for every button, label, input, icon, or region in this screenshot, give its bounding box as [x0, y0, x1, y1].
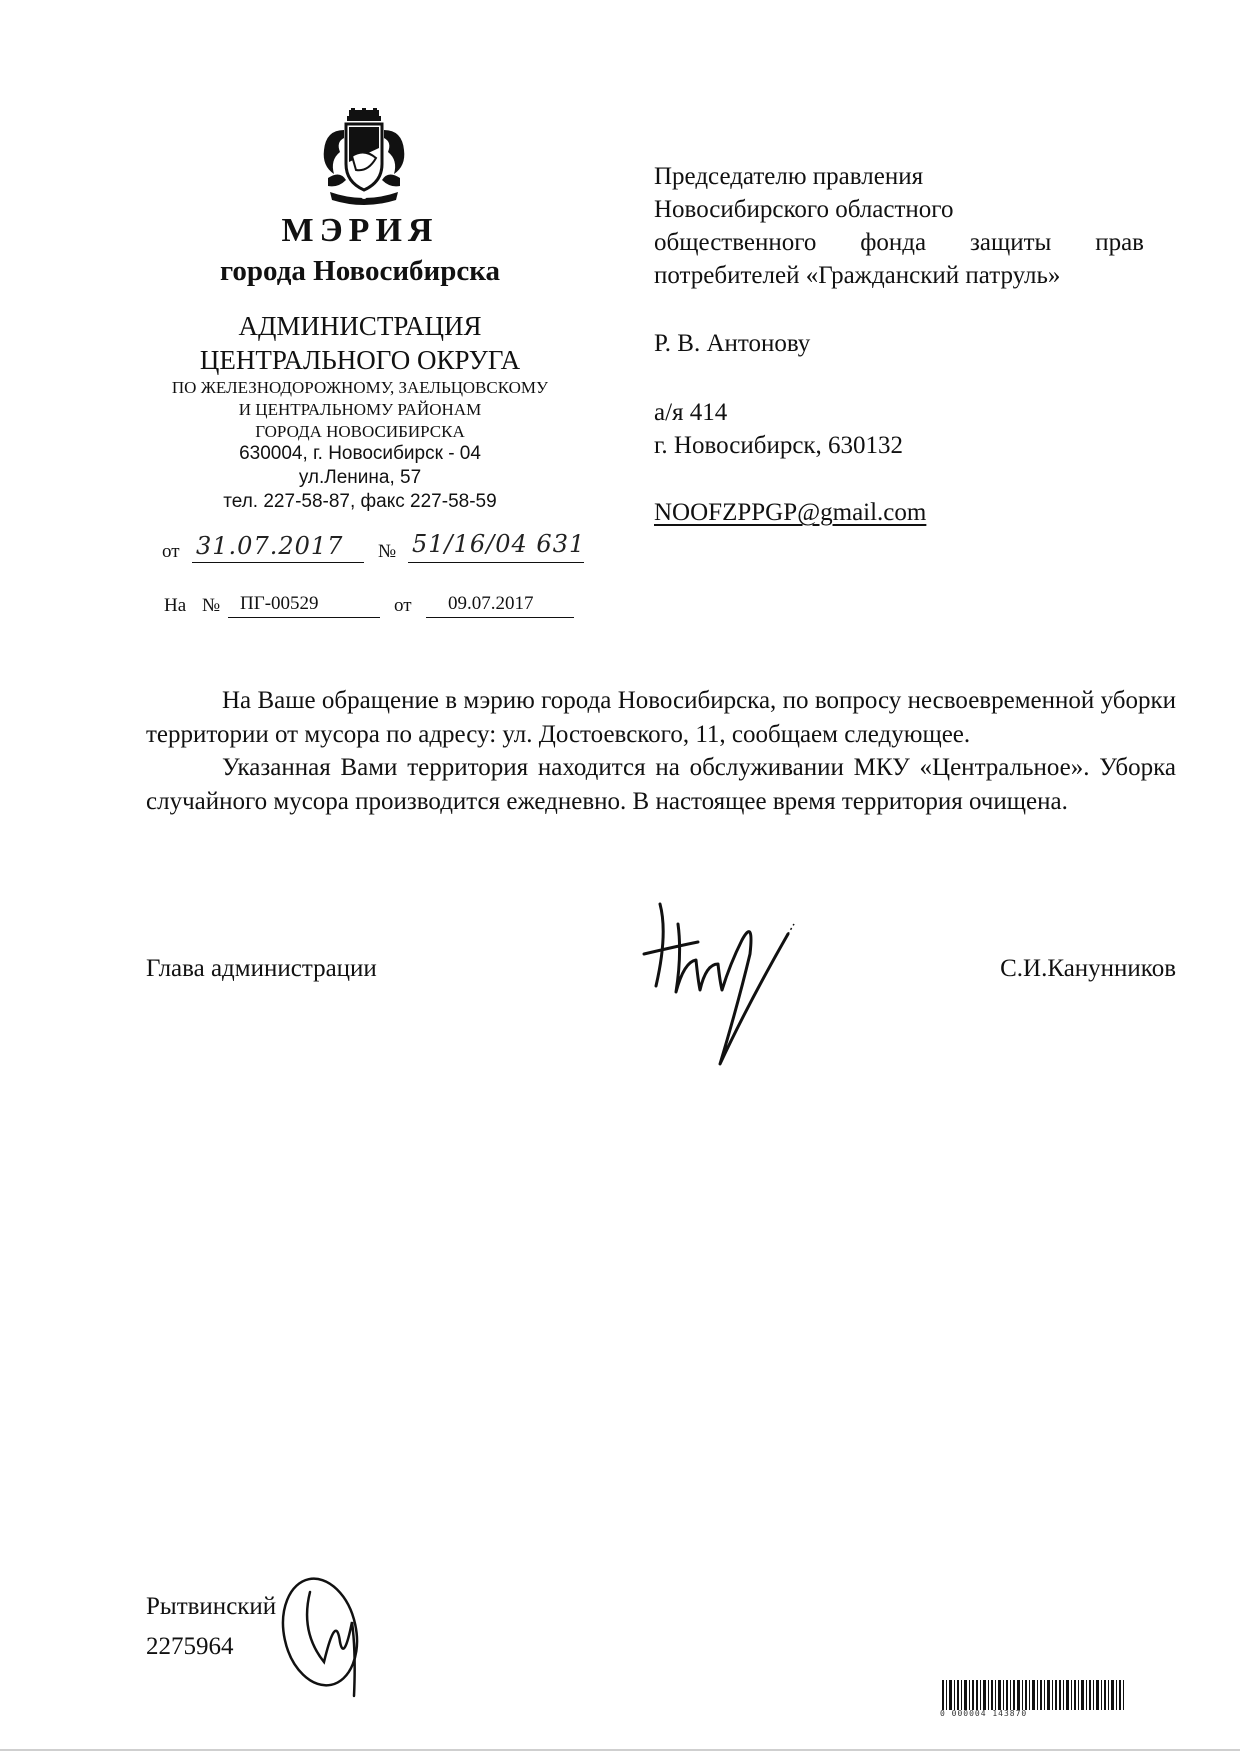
executor-name: Рытвинский [146, 1593, 277, 1620]
postal-address: 630004, г. Новосибирск - 04 [239, 443, 481, 464]
na-label: На [164, 595, 187, 616]
signatory-position: Глава администрации [146, 955, 377, 982]
outgoing-date: 31.07.2017 [196, 532, 344, 560]
letter-body [146, 684, 1176, 818]
incoming-date: 09.07.2017 [448, 593, 534, 614]
signatory-name: С.И.Канунников [1000, 955, 1176, 982]
mayor-title: МЭРИЯ [281, 212, 439, 249]
addressee-city: г. Новосибирск, 630132 [654, 432, 904, 459]
districts-line: ПО ЖЕЛЕЗНОДОРОЖНОМУ, ЗАЕЛЬЦОВСКОМУ [171, 378, 549, 397]
addressee-line: потребителей «Гражданский патруль» [654, 262, 1061, 289]
from-label: от [162, 541, 180, 562]
barcode-number: 0 000004 143870 [940, 1709, 1028, 1718]
addressee-line: Новосибирского областного [654, 196, 954, 223]
number-label: № [202, 595, 221, 616]
executor-phone: 2275964 [146, 1633, 234, 1660]
street-address: ул.Ленина, 57 [298, 467, 422, 488]
incoming-number: ПГ-00529 [240, 593, 319, 614]
incoming-date-underline [426, 617, 574, 618]
districts-line: ГОРОДА НОВОСИБИРСКА [255, 422, 465, 441]
addressee-line: Председателю правления [654, 163, 924, 190]
city-coat-of-arms-icon [316, 108, 412, 212]
executor-signature [280, 1572, 390, 1702]
po-box: а/я 414 [654, 399, 728, 426]
body-paragraph: Указанная Вами территория находится на обслуживании МКУ «Центральное». Уборка случайного мусора производится ежедневно. В настоящее время территория очищена. [146, 754, 1176, 815]
addressee-block [654, 160, 1144, 292]
handwritten-signature [638, 894, 818, 1074]
number-underline [408, 562, 584, 563]
barcode [940, 1680, 1126, 1710]
addressee-name: Р. В. Антонову [654, 330, 811, 357]
number-label: № [378, 541, 397, 562]
addressee-line: общественного фонда защиты прав [654, 229, 1144, 256]
from-label: от [394, 595, 412, 616]
district-title: ЦЕНТРАЛЬНОГО ОКРУГА [199, 345, 521, 375]
phone-fax: тел. 227-58-87, факс 227-58-59 [223, 491, 497, 512]
administration-title: АДМИНИСТРАЦИЯ [238, 311, 482, 341]
date-underline [192, 562, 364, 563]
body-paragraph: На Ваше обращение в мэрию города Новосибирска, по вопросу несвоевременной уборки территории от мусора по адресу: ул. Достоевского, 11, сообщаем следующее. [146, 687, 1176, 748]
incoming-number-underline [228, 617, 380, 618]
addressee-email: NOOFZPPGP@gmail.com [654, 499, 927, 526]
outgoing-number: 51/16/04 631 [412, 530, 586, 558]
districts-line: И ЦЕНТРАЛЬНОМУ РАЙОНАМ [238, 400, 482, 419]
scan-edge-line [0, 1749, 1240, 1751]
city-title: города Новосибирска [219, 255, 501, 287]
